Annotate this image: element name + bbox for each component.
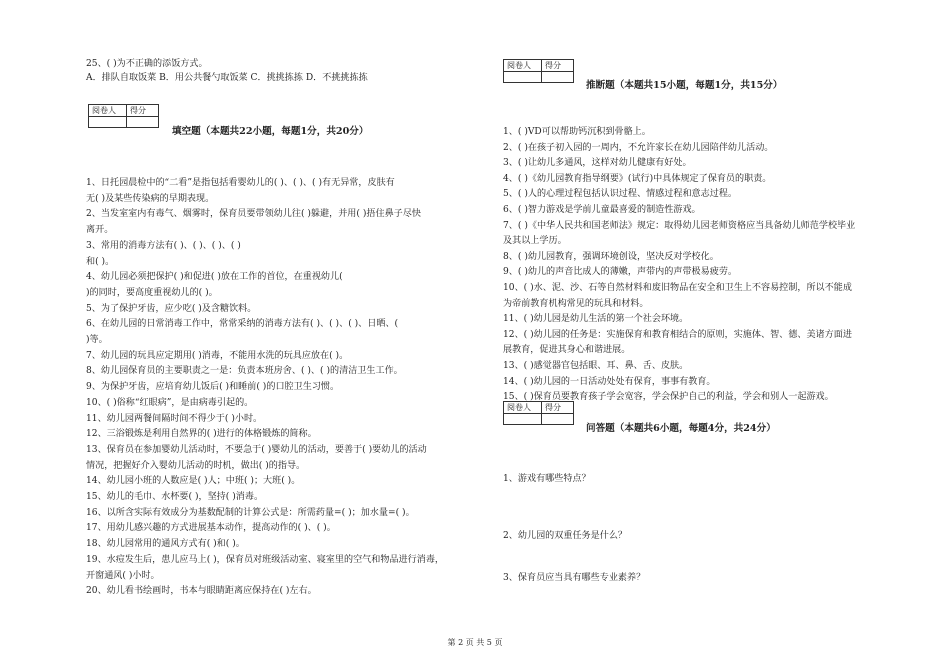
judge-score-box: [503, 59, 574, 83]
score-cell[interactable]: [542, 72, 574, 83]
fill-question-line: 18、幼儿园常用的通风方式有( )和( )。: [86, 539, 245, 550]
fill-question-line: 7、幼儿园的玩具应定期用( )消毒，不能用水洗的玩具应放在( )。: [86, 350, 349, 361]
score-cell[interactable]: [127, 117, 159, 128]
fill-score-box: [88, 104, 159, 128]
judge-question-line: 14、( )幼儿园的一日活动处处有保育，事事有教育。: [503, 376, 716, 387]
fill-question-line: 12、三浴锻炼是利用自然界的( )进行的体格锻炼的简称。: [86, 429, 317, 440]
fill-question-line: 13、保育员在参加婴幼儿活动时，不要急于( )婴幼儿的活动，要善于( )要幼儿的活动: [86, 444, 427, 455]
fill-question-line: 2、当发室室内有毒气、烟雾时，保育员要带领幼儿往( )躲避，并用( )捂住鼻子尽快: [86, 209, 421, 220]
judge-section-title: 推断题（本题共15小题，每题1分，共15分）: [586, 80, 783, 91]
judge-question-line: 11、( )幼儿园是幼儿生活的第一个社会环境。: [503, 314, 689, 325]
score-label: 得分: [127, 105, 159, 117]
fill-question-line: 1、日托园晨检中的“二看”是指包括看婴幼儿的( )、( )、( )有无异常，皮肤有: [86, 178, 395, 188]
page-footer: 第 2 页 共 5 页: [447, 638, 503, 647]
fill-question-line: 16、以所含实际有效成分为基数配制的计算公式是：所需药量=( )；加水量=( )。: [86, 507, 415, 518]
qa-score-box: [503, 401, 574, 425]
q25-line-1: A．排队自取饭菜 B．用公共餐勺取饭菜 C．挑挑拣拣 D．不挑挑拣拣: [86, 73, 368, 83]
score-cell[interactable]: [542, 414, 574, 425]
fill-question-line: 5、为了保护牙齿，应少吃( )及含糖饮料。: [86, 303, 257, 314]
fill-question-line: 离开。: [86, 225, 114, 236]
fill-question-line: 情况，把握好介入婴幼儿活动的时机，做出( )的指导。: [86, 460, 306, 471]
fill-question-line: )等。: [86, 335, 108, 345]
fill-question-line: 无( )及某些传染病的早期表现。: [86, 193, 215, 204]
judge-question-line: 3、( )让幼儿多通风，这样对幼儿健康有好处。: [503, 158, 692, 169]
reviewer-label: 阅卷人: [89, 105, 127, 117]
fill-question-line: 20、幼儿看书绘画时，书本与眼睛距离应保持在( )左右。: [86, 586, 317, 597]
fill-question-line: 开窗通风( )小时。: [86, 570, 160, 581]
judge-question-line: 为帝前教育机构常见的玩具和材料。: [503, 298, 649, 309]
judge-question-line: 展教育，促进其身心和谐进展。: [503, 345, 631, 356]
score-label: 得分: [542, 60, 574, 72]
fill-question-line: 4、幼儿园必须把保护( )和促进( )放在工作的首位，在重视幼儿(: [86, 272, 343, 283]
qa-section-title: 问答题（本题共6小题，每题4分，共24分）: [586, 423, 776, 434]
judge-question-line: 9、( )幼儿的声音比成人的薄嫩，声带内的声带极易疲劳。: [503, 267, 738, 278]
qa-question-1: 1、游戏有哪些特点？: [503, 474, 591, 484]
judge-question-line: 13、( )感觉器官包括眼、耳、鼻、舌、皮肤。: [503, 361, 689, 371]
reviewer-cell[interactable]: [504, 72, 542, 83]
judge-question-line: 5、( )人的心理过程包括认识过程、情感过程和意志过程。: [503, 189, 738, 200]
judge-question-line: 2、( )在孩子初入园的一周内，不允许家长在幼儿园陪伴幼儿活动。: [503, 142, 774, 153]
fill-question-line: 14、幼儿园小班的人数应是( )人；中班( )；大班( )。: [86, 476, 301, 487]
judge-question-line: 1、( )VD可以帮助钙沉积到骨骼上。: [503, 127, 651, 137]
fill-question-line: 8、幼儿园保育员的主要职责之一是：负责本班房舍、( )、( )的清洁卫生工作。: [86, 366, 403, 377]
fill-question-line: 15、幼儿的毛巾、水杯要( )，坚持( )消毒。: [86, 492, 264, 502]
judge-question-line: 8、( )幼儿园教育，强调环境创设，坚决反对学校化。: [503, 251, 719, 262]
qa-question-2: 2、幼儿园的双重任务是什么？: [503, 531, 628, 541]
judge-question-line: 6、( )智力游戏是学前儿童最喜爱的制造性游戏。: [503, 205, 701, 215]
fill-question-line: )的同时，要高度重视幼儿的( )。: [86, 287, 218, 298]
judge-question-line: 及其以上学历。: [503, 236, 567, 247]
fill-question-line: 9、为保护牙齿，应培育幼儿饭后( )和睡前( )的口腔卫生习惯。: [86, 382, 340, 393]
fill-question-line: 19、水痘发生后，患儿应马上( )，保育员对班级活动室、寝室里的空气和物品进行消毒，: [86, 554, 445, 565]
judge-question-line: 7、( )《中华人民共和国老师法》规定：取得幼儿园老师资格应当具备幼儿师范学校毕业: [503, 220, 856, 231]
score-label: 得分: [542, 402, 574, 414]
fill-question-line: 10、( )俗称“红眼病”，是由病毒引起的。: [86, 397, 254, 408]
fill-question-line: 6、在幼儿园的日常消毒工作中，常常采纳的消毒方法有( )、( )、( )、日晒、(: [86, 319, 399, 330]
judge-question-line: 4、( )《幼儿园教育指导纲要》(试行)中具体规定了保育员的职责。: [503, 173, 772, 184]
q25-line-0: 25、( )为不正确的添饭方式。: [86, 59, 208, 69]
judge-question-line: 10、( )水、泥、沙、石等自然材料和废旧物品在安全和卫生上不容易控制，所以不能成: [503, 283, 852, 293]
fill-question-line: 11、幼儿园两餐间隔时间不得少于( )小时。: [86, 413, 263, 424]
fill-question-line: 和( )。: [86, 256, 115, 267]
reviewer-cell[interactable]: [504, 414, 542, 425]
fill-section-title: 填空题（本题共22小题，每题1分，共20分）: [172, 126, 369, 137]
qa-question-3: 3、保育员应当具有哪些专业素养？: [503, 573, 646, 583]
reviewer-cell[interactable]: [89, 117, 127, 128]
judge-question-line: 12、( )幼儿园的任务是：实施保育和教育相结合的原则，实施体、智、德、美诸方面进: [503, 329, 852, 340]
fill-question-line: 3、常用的消毒方法有( )、( )、( )、( ): [86, 240, 241, 251]
reviewer-label: 阅卷人: [504, 60, 542, 72]
fill-question-line: 17、用幼儿感兴趣的方式进展基本动作，提高动作的( )、( )。: [86, 523, 336, 534]
judge-question-line: 15、( )保育员要教育孩子学会宽容，学会保护自己的利益，学会和别人一起游戏。: [503, 392, 834, 403]
reviewer-label: 阅卷人: [504, 402, 542, 414]
